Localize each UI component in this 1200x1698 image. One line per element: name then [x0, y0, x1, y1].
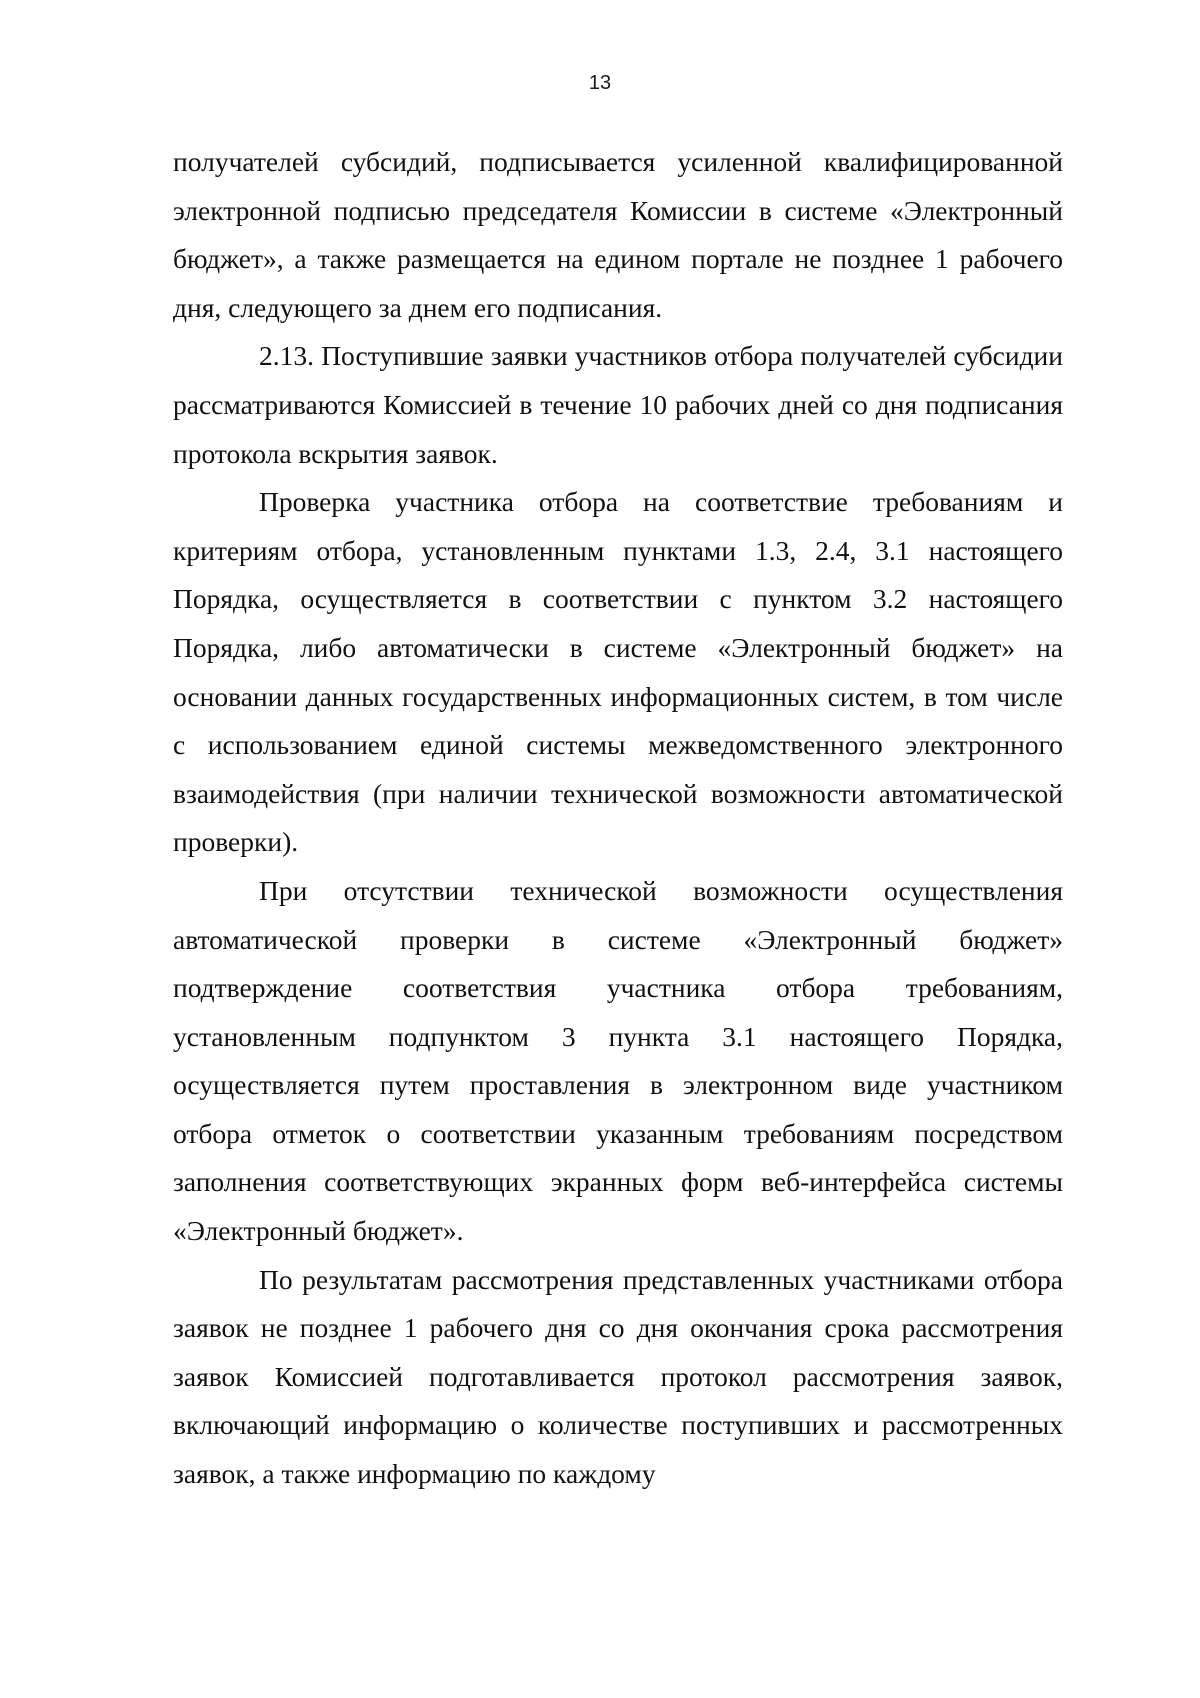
paragraph-no-automatic-check: При отсутствии технической возможности осуществления автоматической проверки в системе «Электронный бюджет» подтверждение соответствия участника отбора требованиям, установленным подпунктом 3 пункта 3.1 настоящего Порядка, осуществляется путем проставления в электронном виде участником отбора отметок о соответствии указанным требованиям посредством заполнения соответствующих экранных форм веб-интерфейса системы «Электронный бюджет». — [173, 874, 1063, 1247]
paragraph-review-results: По результатам рассмотрения представленных участниками отбора заявок не позднее 1 рабочего дня со дня окончания срока рассмотрения заявок Комиссией подготавливается протокол рассмотрения заявок, включающий информацию о количестве поступивших и рассмотренных заявок, а также информацию по каждому — [173, 1263, 1063, 1490]
paragraph-continuation: получателей субсидий, подписывается усиленной квалифицированной электронной подписью председателя Комиссии в системе «Электронный бюджет», а также размещается на едином портале не позднее 1 рабочего дня, следующего за днем его подписания. — [173, 146, 1063, 323]
page-number: 13 — [588, 72, 612, 94]
document-body — [173, 138, 1063, 1499]
paragraph-2-13: 2.13. Поступившие заявки участников отбора получателей субсидии рассматриваются Комиссией в течение 10 рабочих дней со дня подписания протокола вскрытия заявок. — [173, 340, 1063, 469]
paragraph-verification: Проверка участника отбора на соответствие требованиям и критериям отбора, установленным пунктами 1.3, 2.4, 3.1 настоящего Порядка, осуществляется в соответствии с пунктом 3.2 настоящего Порядка, либо автоматически в системе «Электронный бюджет» на основании данных государственных информационных систем, в том числе с использованием единой системы межведомственного электронного взаимодействия (при наличии технической возможности автоматической проверки). — [173, 486, 1063, 858]
